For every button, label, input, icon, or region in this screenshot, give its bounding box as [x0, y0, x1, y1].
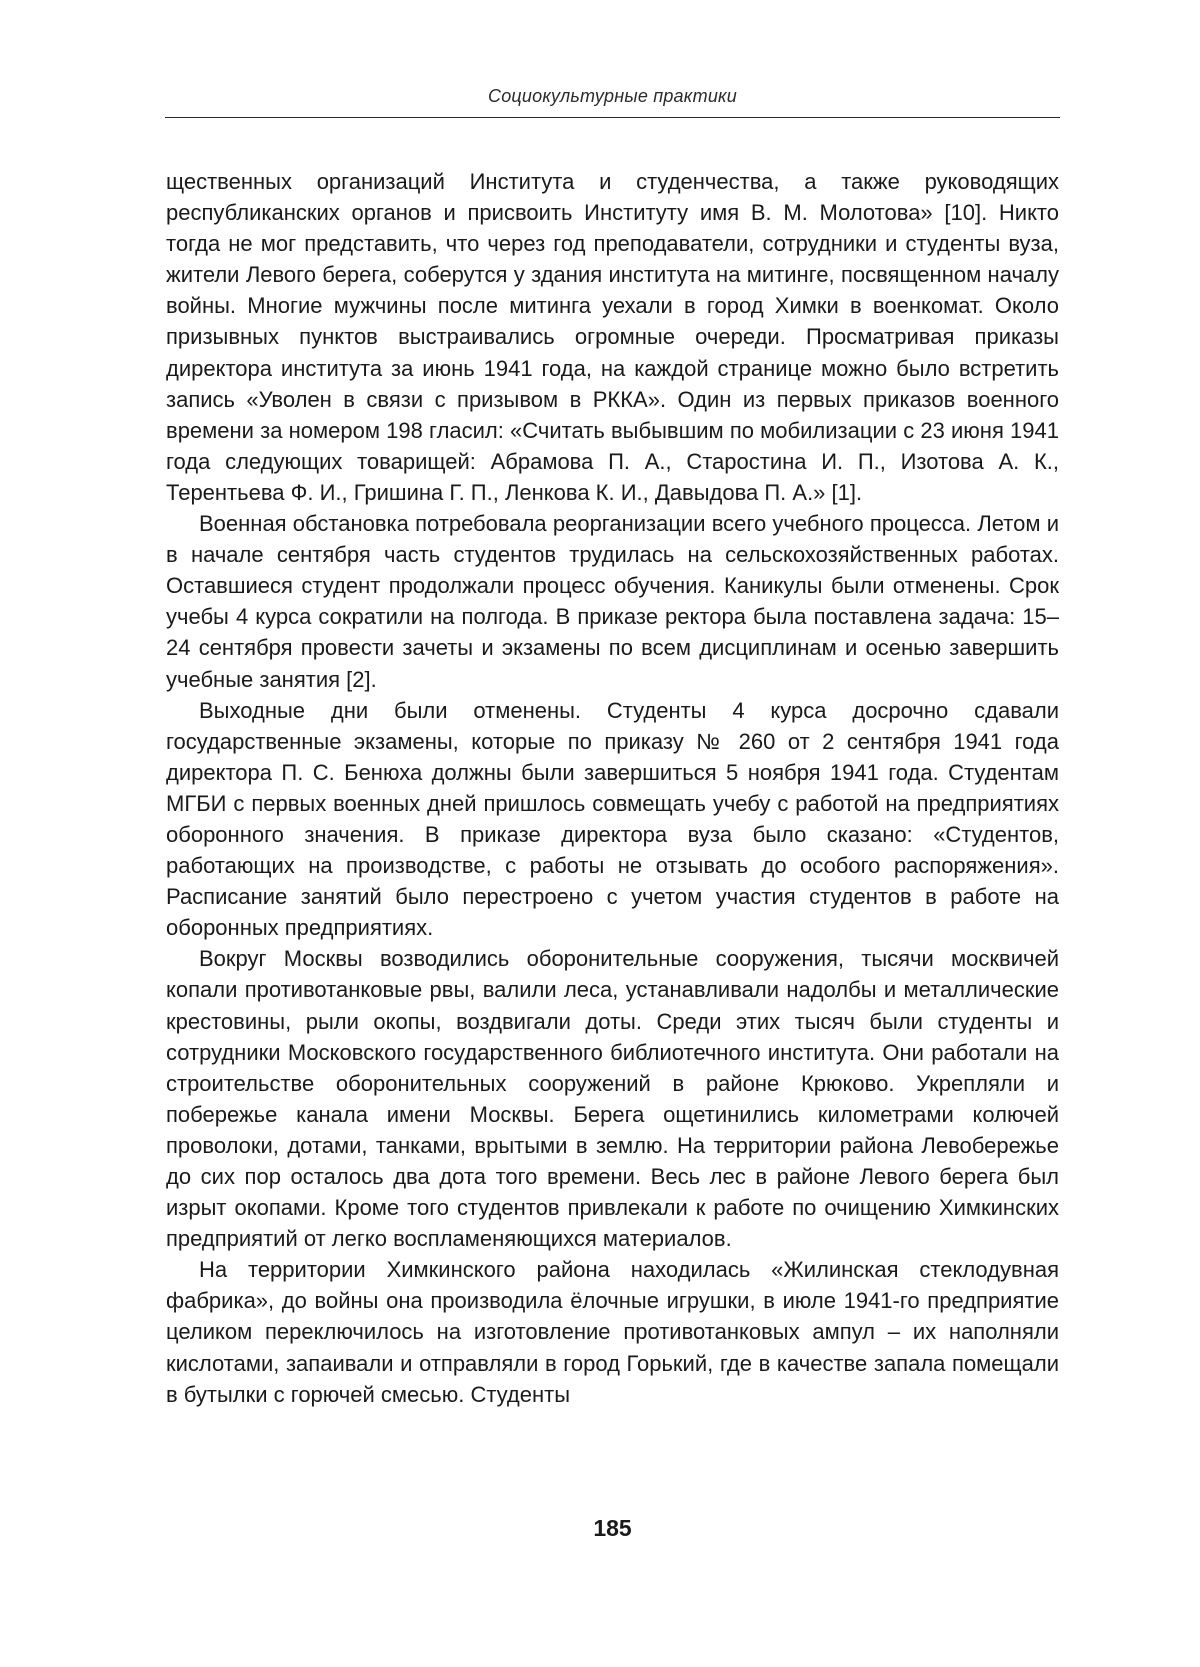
- paragraph-2: Военная обстановка потребовала реорганизации всего учебного процесса. Летом и в начале сентября часть студентов трудилась на сельскохозяйственных работах. Оставшиеся студент продолжали процесс обучения. Каникулы были отменены. Срок учебы 4 курса сократили на полгода. В приказе ректора была поставлена задача: 15–24 сентября провести зачеты и экзамены по всем дисциплинам и осенью завершить учебные занятия [2].: [166, 511, 1059, 692]
- paragraph-5: На территории Химкинского района находилась «Жилинская стеклодувная фабрика», до войны она производила ёлочные игрушки, в июле 1941-го предприятие целиком переключилось на изготовление противотанковых ампул – их наполняли кислотами, запаивали и отправляли в город Горький, где в качестве запала помещали в бутылки с горючей смесью. Студенты: [166, 1257, 1059, 1407]
- paragraph-1: щественных организаций Института и студенчества, а также руководящих республиканских органов и присвоить Институту имя В. М. Молотова» [10]. Никто тогда не мог представить, что через год преподаватели, сотрудники и студенты вуза, жители Левого берега, соберутся у здания института на митинге, посвященном началу войны. Многие мужчины после митинга уехали в город Химки в военкомат. Около призывных пунктов выстраивались огромные очереди. Просматривая приказы директора института за июнь 1941 года, на каждой странице можно было встретить запись «Уволен в связи с призывом в РККА». Один из первых приказов военного времени за номером 198 гласил: «Считать выбывшим по мобилизации с 23 июня 1941 года следующих товарищей: Абрамова П. А., Старостина И. П., Изотова А. К., Терентьева Ф. И., Гришина Г. П., Ленкова К. И., Давыдова П. А.» [1].: [166, 169, 1059, 505]
- paragraph-3: Выходные дни были отменены. Студенты 4 курса досрочно сдавали государственные экзамены, которые по приказу № 260 от 2 сентября 1941 года директора П. С. Бенюха должны были завершиться 5 ноября 1941 года. Студентам МГБИ с первых военных дней пришлось совмещать учебу с работой на предприятиях оборонного значения. В приказе директора вуза было сказано: «Студентов, работающих на производстве, с работы не отзывать до особого распоряжения». Расписание занятий было перестроено с учетом участия студентов в работе на оборонных предприятиях.: [166, 697, 1059, 941]
- paragraph-4: Вокруг Москвы возводились оборонительные сооружения, тысячи москвичей копали противотанковые рвы, валили леса, устанавливали надолбы и металлические крестовины, рыли окопы, воздвигали доты. Среди этих тысяч были студенты и сотрудники Московского государственного библиотечного института. Они работали на строительстве оборонительных сооружений в районе Крюково. Укрепляли и побережье канала имени Москвы. Берега ощетинились километрами колючей проволоки, дотами, танками, врытыми в землю. На территории района Левобережье до сих пор осталось два дота того времени. Весь лес в районе Левого берега был изрыт окопами. Кроме того студентов привлекали к работе по очищению Химкинских предприятий от легко воспламеняющихся материалов.: [166, 946, 1059, 1252]
- running-head-title: Социокультурные практики: [488, 86, 737, 106]
- page-number: 185: [593, 1515, 632, 1541]
- header-divider: [165, 117, 1060, 118]
- body-text: [166, 166, 1059, 1410]
